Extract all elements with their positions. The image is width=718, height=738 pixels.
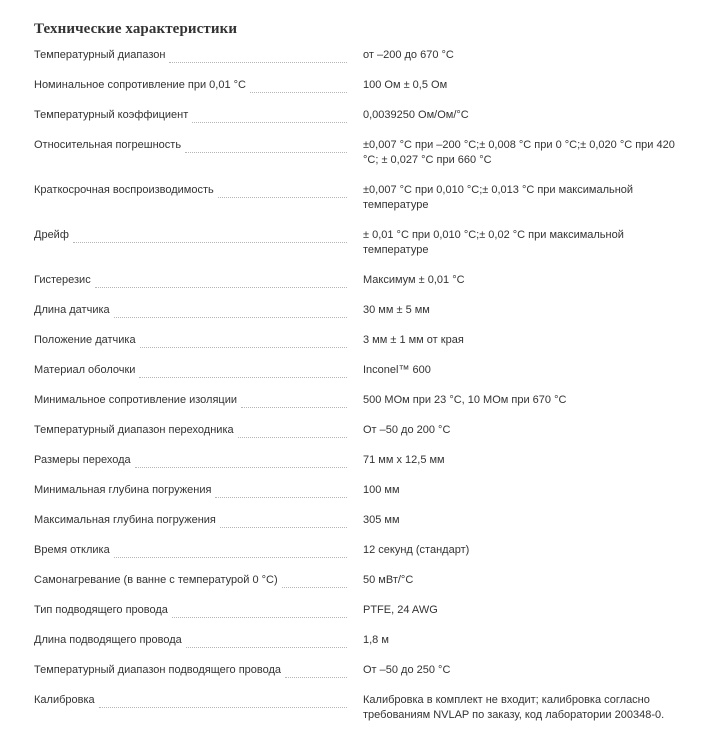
spec-label-cell bbox=[34, 543, 355, 558]
spec-value: ±0,007 °C при 0,010 °C;± 0,013 °C при максимальной температуре bbox=[363, 184, 634, 211]
spec-label-cell bbox=[34, 483, 355, 498]
spec-value: 100 Ом ± 0,5 Ом bbox=[363, 79, 448, 91]
dotted-leader bbox=[218, 183, 347, 198]
spec-label: Температурный диапазон переходника bbox=[34, 424, 234, 436]
spec-label: Температурный коэффициент bbox=[34, 109, 189, 121]
spec-label: Относительная погрешность bbox=[34, 139, 182, 151]
spec-label-cell bbox=[34, 663, 355, 678]
spec-label: Длина подводящего провода bbox=[34, 634, 182, 646]
dotted-leader bbox=[95, 273, 347, 288]
spec-label: Максимальная глубина погружения bbox=[34, 514, 216, 526]
dotted-leader bbox=[250, 78, 347, 93]
spec-label-cell bbox=[34, 303, 355, 318]
spec-value: 71 мм x 12,5 мм bbox=[363, 454, 445, 466]
spec-label: Температурный диапазон подводящего провода bbox=[34, 664, 282, 676]
spec-value: От –50 до 250 °C bbox=[363, 664, 451, 676]
dotted-leader bbox=[135, 453, 347, 468]
spec-row bbox=[34, 693, 684, 738]
spec-row bbox=[34, 303, 684, 333]
spec-label: Дрейф bbox=[34, 229, 69, 241]
dotted-leader bbox=[241, 393, 347, 408]
spec-value: От –50 до 200 °C bbox=[363, 424, 451, 436]
spec-row bbox=[34, 183, 684, 228]
dotted-leader bbox=[220, 513, 347, 528]
spec-row bbox=[34, 78, 684, 108]
dotted-leader bbox=[192, 108, 347, 123]
spec-value: от –200 до 670 °C bbox=[363, 49, 454, 61]
spec-row bbox=[34, 663, 684, 693]
spec-row bbox=[34, 393, 684, 423]
spec-value: PTFE, 24 AWG bbox=[363, 604, 438, 616]
spec-row bbox=[34, 228, 684, 273]
spec-label-cell bbox=[34, 633, 355, 648]
spec-label-cell bbox=[34, 138, 355, 168]
spec-label: Время отклика bbox=[34, 544, 110, 556]
spec-label-cell bbox=[34, 573, 355, 588]
dotted-leader bbox=[215, 483, 347, 498]
spec-value: ±0,007 °C при –200 °C;± 0,008 °C при 0 °C;± 0,020 °C при 420 °C; ± 0,027 °C при 660 °C bbox=[363, 139, 675, 166]
spec-value: 305 мм bbox=[363, 514, 400, 526]
spec-value: 1,8 м bbox=[363, 634, 389, 646]
spec-label: Размеры перехода bbox=[34, 454, 131, 466]
spec-row bbox=[34, 47, 684, 78]
spec-label-cell bbox=[34, 183, 355, 213]
spec-label: Длина датчика bbox=[34, 304, 110, 316]
spec-label-cell bbox=[34, 48, 355, 63]
spec-label-cell bbox=[34, 453, 355, 468]
spec-label-cell bbox=[34, 513, 355, 528]
dotted-leader bbox=[139, 363, 347, 378]
spec-row bbox=[34, 108, 684, 138]
spec-label: Номинальное сопротивление при 0,01 °C bbox=[34, 79, 246, 91]
spec-value: Калибровка в комплект не входит; калибровка согласно требованиям NVLAP по заказу, код лаборатории 200348-0. bbox=[363, 694, 665, 721]
spec-label-cell bbox=[34, 228, 355, 258]
section-title: Технические характеристики bbox=[34, 21, 238, 37]
spec-label: Температурный диапазон bbox=[34, 49, 166, 61]
dotted-leader bbox=[172, 603, 347, 618]
spec-label-cell bbox=[34, 393, 355, 408]
spec-row bbox=[34, 423, 684, 453]
spec-value: 12 секунд (стандарт) bbox=[363, 544, 470, 556]
spec-row bbox=[34, 453, 684, 483]
dotted-leader bbox=[282, 573, 347, 588]
spec-label: Тип подводящего провода bbox=[34, 604, 168, 616]
spec-value: Inconel™ 600 bbox=[363, 364, 431, 376]
spec-value: 100 мм bbox=[363, 484, 400, 496]
spec-label-cell bbox=[34, 693, 355, 723]
specs-table bbox=[34, 47, 684, 738]
spec-row bbox=[34, 543, 684, 573]
dotted-leader bbox=[114, 543, 347, 558]
spec-label-cell bbox=[34, 108, 355, 123]
spec-label: Минимальное сопротивление изоляции bbox=[34, 394, 238, 406]
spec-row bbox=[34, 513, 684, 543]
spec-label: Положение датчика bbox=[34, 334, 136, 346]
spec-label: Самонагревание (в ванне с температурой 0 °C) bbox=[34, 574, 278, 586]
spec-row bbox=[34, 633, 684, 663]
dotted-leader bbox=[99, 693, 347, 708]
spec-label: Краткосрочная воспроизводимость bbox=[34, 184, 214, 196]
spec-label-cell bbox=[34, 273, 355, 288]
dotted-leader bbox=[140, 333, 347, 348]
spec-label-cell bbox=[34, 363, 355, 378]
spec-row bbox=[34, 573, 684, 603]
spec-value: Максимум ± 0,01 °C bbox=[363, 274, 465, 286]
spec-value: 30 мм ± 5 мм bbox=[363, 304, 430, 316]
spec-label: Калибровка bbox=[34, 694, 95, 706]
spec-row bbox=[34, 273, 684, 303]
dotted-leader bbox=[186, 633, 347, 648]
spec-label: Гистерезис bbox=[34, 274, 91, 286]
spec-row bbox=[34, 483, 684, 513]
spec-row bbox=[34, 138, 684, 183]
spec-value: 0,0039250 Ом/Ом/°C bbox=[363, 109, 469, 121]
spec-label-cell bbox=[34, 603, 355, 618]
spec-value: 3 мм ± 1 мм от края bbox=[363, 334, 464, 346]
dotted-leader bbox=[114, 303, 347, 318]
spec-value: ± 0,01 °C при 0,010 °C;± 0,02 °C при максимальной температуре bbox=[363, 229, 624, 256]
spec-label: Материал оболочки bbox=[34, 364, 136, 376]
dotted-leader bbox=[285, 663, 347, 678]
spec-label-cell bbox=[34, 333, 355, 348]
dotted-leader bbox=[73, 228, 347, 243]
spec-row bbox=[34, 333, 684, 363]
spec-value: 50 мВт/°C bbox=[363, 574, 414, 586]
spec-row bbox=[34, 363, 684, 393]
spec-row bbox=[34, 603, 684, 633]
spec-label-cell bbox=[34, 78, 355, 93]
dotted-leader bbox=[185, 138, 347, 153]
spec-value: 500 МОм при 23 °C, 10 МОм при 670 °C bbox=[363, 394, 567, 406]
dotted-leader bbox=[169, 48, 347, 63]
spec-label-cell bbox=[34, 423, 355, 438]
spec-label: Минимальная глубина погружения bbox=[34, 484, 212, 496]
dotted-leader bbox=[238, 423, 347, 438]
